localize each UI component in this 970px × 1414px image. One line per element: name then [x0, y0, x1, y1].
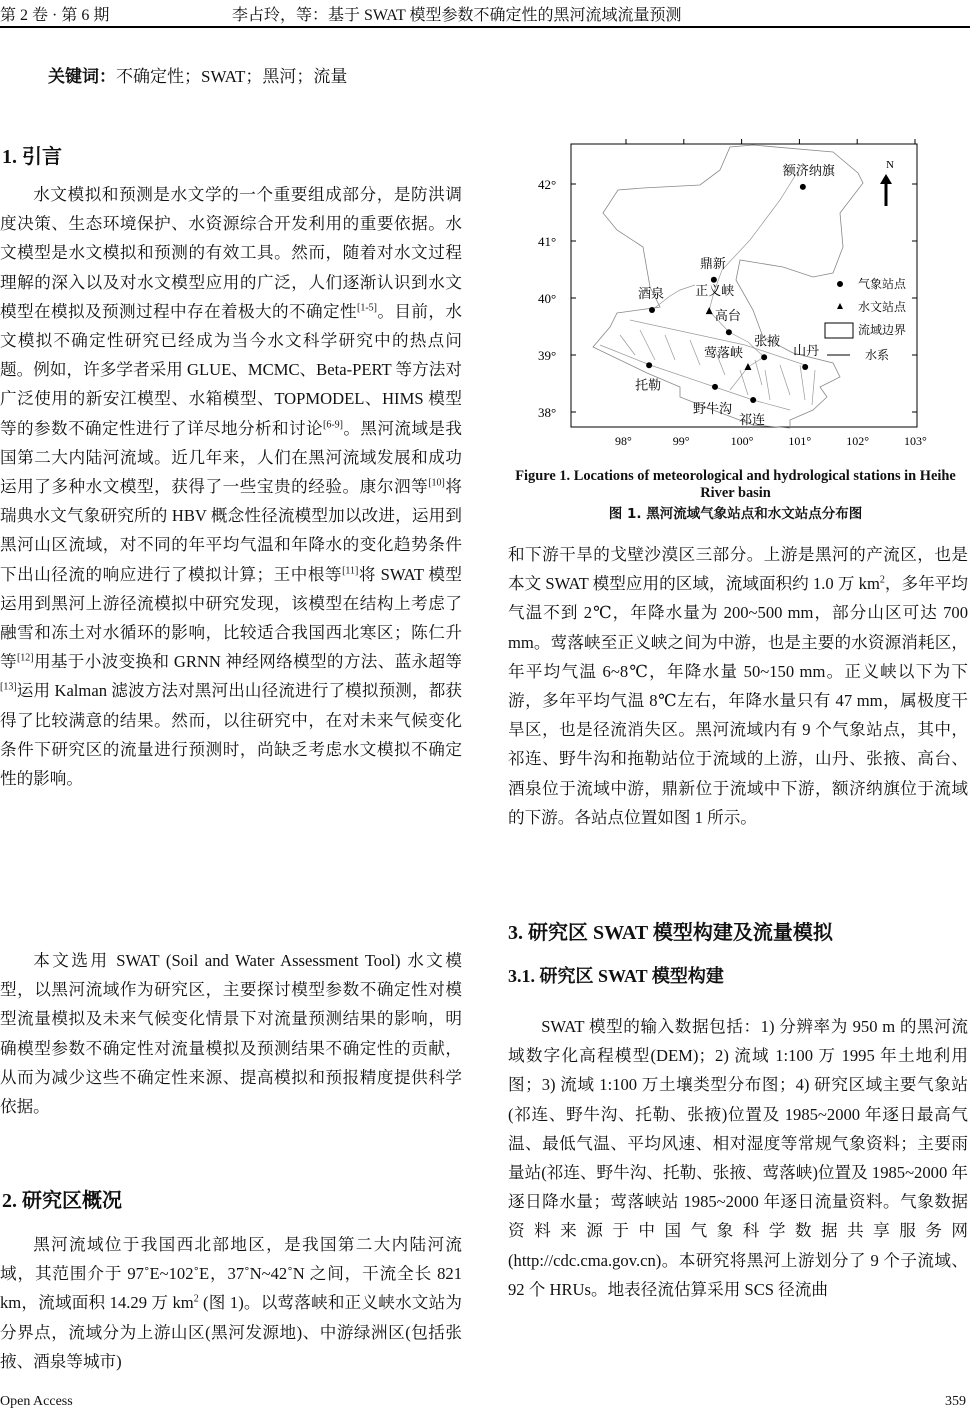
station-label: 酒泉: [638, 285, 665, 301]
legend-hydro: 水文站点: [858, 300, 907, 314]
footer-open-access: Open Access: [0, 1394, 73, 1409]
lon-tick-label: 100°: [730, 434, 754, 448]
text-run: 本文选用 SWAT (Soil and Water Assessment Tool) 水文模型，以黑河流域作为研究区，主要探讨模型参数不确定性对模型流量模拟及未来气候变化情景下对流量预测结果的影响，明确模型参数不确定性对流量模拟及预测结果不确定性的贡献，从而为减少这些不确定性来源、提高模拟和预报精度提供科学依据。: [0, 951, 462, 1117]
keywords-label: 关键词：: [48, 67, 116, 87]
citation: [13]: [0, 681, 17, 693]
keywords-value: 不确定性；SWAT；黑河；流量: [116, 67, 348, 86]
section-3-1-title: 3.1. 研究区 SWAT 模型构建: [508, 966, 724, 986]
lat-tick-label: 39°: [538, 348, 557, 363]
hydro-station-icon: [744, 363, 751, 370]
station-label: 额济纳旗: [782, 162, 835, 178]
citation: 2: [193, 1293, 199, 1305]
intro-paragraph-2: [0, 946, 462, 1121]
lat-tick-label: 38°: [538, 405, 557, 420]
met-station-icon: [726, 329, 732, 335]
figure-caption-en: Figure 1. Locations of meteorological and hydrological stations in Heihe River basin: [515, 468, 956, 501]
text-run: ，多年平均气温不到 2℃，年降水量为 200~500 mm，部分山区可达 700 mm。莺落峡至正义峡之间为中游，也是主要的水资源消耗区，年平均气温 6~8℃，年降水量 50~150 mm。正义峡以下为下游，多年平均气温 8℃左右，年降水量只有 47 mm，属极度干旱区，也是径流消失区。黑河流域内有 9 个气象站点，其中，祁连、野牛沟和拖勒站位于流域的上游，山丹、张掖、高台、酒泉位于流域中游，鼎新位于流域中下游，额济纳旗位于流域的下游。各站点位置如图 1 所示。: [508, 574, 968, 827]
text-run: (图 1)。以莺落峡和正义峡水文站为分界点，流域分为上游山区(黑河发源地)、中游绿洲区(包括张掖、酒泉等城市): [0, 1293, 462, 1371]
station-label: 正义峡: [695, 283, 735, 299]
lon-tick-label: 102°: [846, 434, 870, 448]
citation: [10]: [428, 477, 445, 489]
legend-met: 气象站点: [858, 277, 907, 291]
lat-tick-label: 40°: [538, 291, 557, 306]
journal-issue: 第 2 卷 · 第 6 期: [0, 7, 110, 24]
station-label: 托勒: [635, 377, 662, 393]
met-station-icon: [712, 384, 718, 390]
north-arrow: [880, 159, 894, 206]
citation: [12]: [16, 652, 34, 664]
citation: 2: [879, 574, 885, 586]
legend-boundary: 流域边界: [858, 323, 907, 337]
lat-tick-label: 42°: [538, 177, 557, 192]
text-run: 。目前，水文模拟不确定性研究已经成为当今水文科学研究中的热点问题。例如，许多学者采用 GLUE、MCMC、Beta-PERT 等方法对广泛使用的新安江模型、水箱模型、TOPMODEL、HIMS 模型等的参数不确定性进行了详尽地分析和讨论: [0, 301, 462, 438]
station-label: 山丹: [793, 342, 820, 358]
text-run: 将瑞典水文气象研究所的 HBV 概念性径流模型加以改进，运用到黑河山区流域，对不同的年平均气温和年降水的变化趋势条件下出山径流的响应进行了模拟计算；王中根等: [0, 477, 463, 584]
station-label: 野牛沟: [693, 400, 733, 416]
text-run: 用基于小波变换和 GRNN 神经网络模型的方法、蓝永超等: [33, 652, 462, 672]
text-run: SWAT 模型的输入数据包括：1) 分辨率为 950 m 的黑河流域数字化高程模型(DEM)；2) 流域 1:100 万 1995 年土地利用图；3) 流域 1:100 万土壤类型分布图；4) 研究区域主要气象站(祁连、野牛沟、托勒、张掖)位置及 1985~2000 年逐日最高气温、最低气温、平均风速、相对湿度等常规气象资料；主要雨量站(祁连、野牛沟、托勒、张掖、莺落峡)位置及 1985~2000 年逐日降水量；莺落峡站 1985~2000 年逐日流量资料。气象数据资料来源于中国气象科学数据共享服务网(http://cdc.cma.gov.cn)。本研究将黑河上游划分了 9 个子流域、92 个 HRUs。地表径流估算采用 SCS 径流曲: [508, 1017, 968, 1299]
station-label: 张掖: [754, 333, 781, 349]
section-3-title: 3. 研究区 SWAT 模型构建及流量模拟: [508, 922, 833, 944]
model-paragraph-1: [508, 1012, 968, 1304]
met-station-icon: [750, 397, 756, 403]
hydro-station-icon: [706, 307, 713, 314]
station-label: 高台: [714, 308, 741, 324]
hydro-station-legend-icon: [837, 303, 843, 309]
station-label: 祁连: [739, 412, 766, 428]
section-1-title: 1. 引言: [2, 146, 62, 168]
citation: [6-9]: [323, 419, 343, 431]
met-station-icon: [800, 184, 806, 190]
lon-tick-label: 98°: [615, 434, 632, 448]
lon-tick-label: 101°: [788, 434, 812, 448]
boundary-legend-icon: [825, 323, 853, 338]
citation: [1-5]: [357, 302, 377, 314]
met-station-icon: [711, 277, 717, 283]
station-markers: [635, 163, 835, 427]
text-run: 和下游干旱的戈壁沙漠区三部分。上游是黑河的产流区，也是本文 SWAT 模型应用的区域，流域面积约 1.0 万 km: [508, 545, 968, 594]
map-legend: [825, 276, 907, 362]
north-label: N: [886, 159, 894, 171]
text-run: 。黑河流域是我国第二大内陆河流域。近几年来，人们在黑河流域发展和成功运用了多种水文模型，获得了一些宝贵的经验。康尔泗等: [0, 418, 462, 497]
station-label: 莺落峡: [703, 344, 743, 360]
section-2-title: 2. 研究区概况: [2, 1190, 122, 1212]
lat-tick-label: 41°: [538, 234, 557, 249]
met-station-icon: [802, 364, 808, 370]
intro-paragraph-1: [0, 180, 462, 793]
text-run: 水文模拟和预测是水文学的一个重要组成部分，是防洪调度决策、生态环境保护、水资源综合开发利用的重要依据。水文模型是水文模拟和预测的有效工具。然而，随着对水文过程理解的深入以及对水文模型应用的广泛，人们逐渐认识到水文模型在模拟及预测过程中存在着极大的不确定性: [0, 185, 462, 321]
study-area-paragraph-2: [508, 540, 968, 832]
north-arrow-icon: [880, 174, 892, 184]
study-area-paragraph-1: [0, 1230, 462, 1376]
legend-river: 水系: [865, 348, 890, 362]
met-station-icon: [761, 354, 767, 360]
text-run: 将 SWAT 模型运用到黑河上游径流模拟中研究发现，该模型在结构上考虑了融雪和冻土对水循环的影响，比较适合我国西北寒区；陈仁升等: [0, 564, 463, 672]
citation: [11]: [342, 565, 359, 577]
keywords: [48, 62, 347, 87]
text-run: 运用 Kalman 滤波方法对黑河出山径流进行了模拟预测，都获得了比较满意的结果。然而，以往研究中，在对未来气候变化条件下研究区的流量进行预测时，尚缺乏考虑水文模拟不确定性的影响。: [0, 681, 462, 789]
figure-caption-zh: 图 1. 黑河流域气象站点和水文站点分布图: [608, 506, 863, 522]
text-run: 黑河流域位于我国西北部地区，是我国第二大内陆河流域，其范围介于 97˚E~102˚E，37˚N~42˚N 之间，干流全长 821 km，流域面积 14.29 万 km: [0, 1235, 462, 1313]
met-station-legend-icon: [837, 281, 843, 287]
header-rule: [0, 26, 970, 28]
station-label: 鼎新: [699, 255, 726, 271]
page-number: 359: [945, 1394, 966, 1409]
lon-tick-label: 99°: [672, 434, 690, 448]
running-title: 李占玲，等：基于 SWAT 模型参数不确定性的黑河流域流量预测: [232, 7, 682, 24]
lon-tick-label: 103°: [904, 434, 927, 448]
met-station-icon: [649, 307, 655, 313]
met-station-icon: [646, 362, 652, 368]
